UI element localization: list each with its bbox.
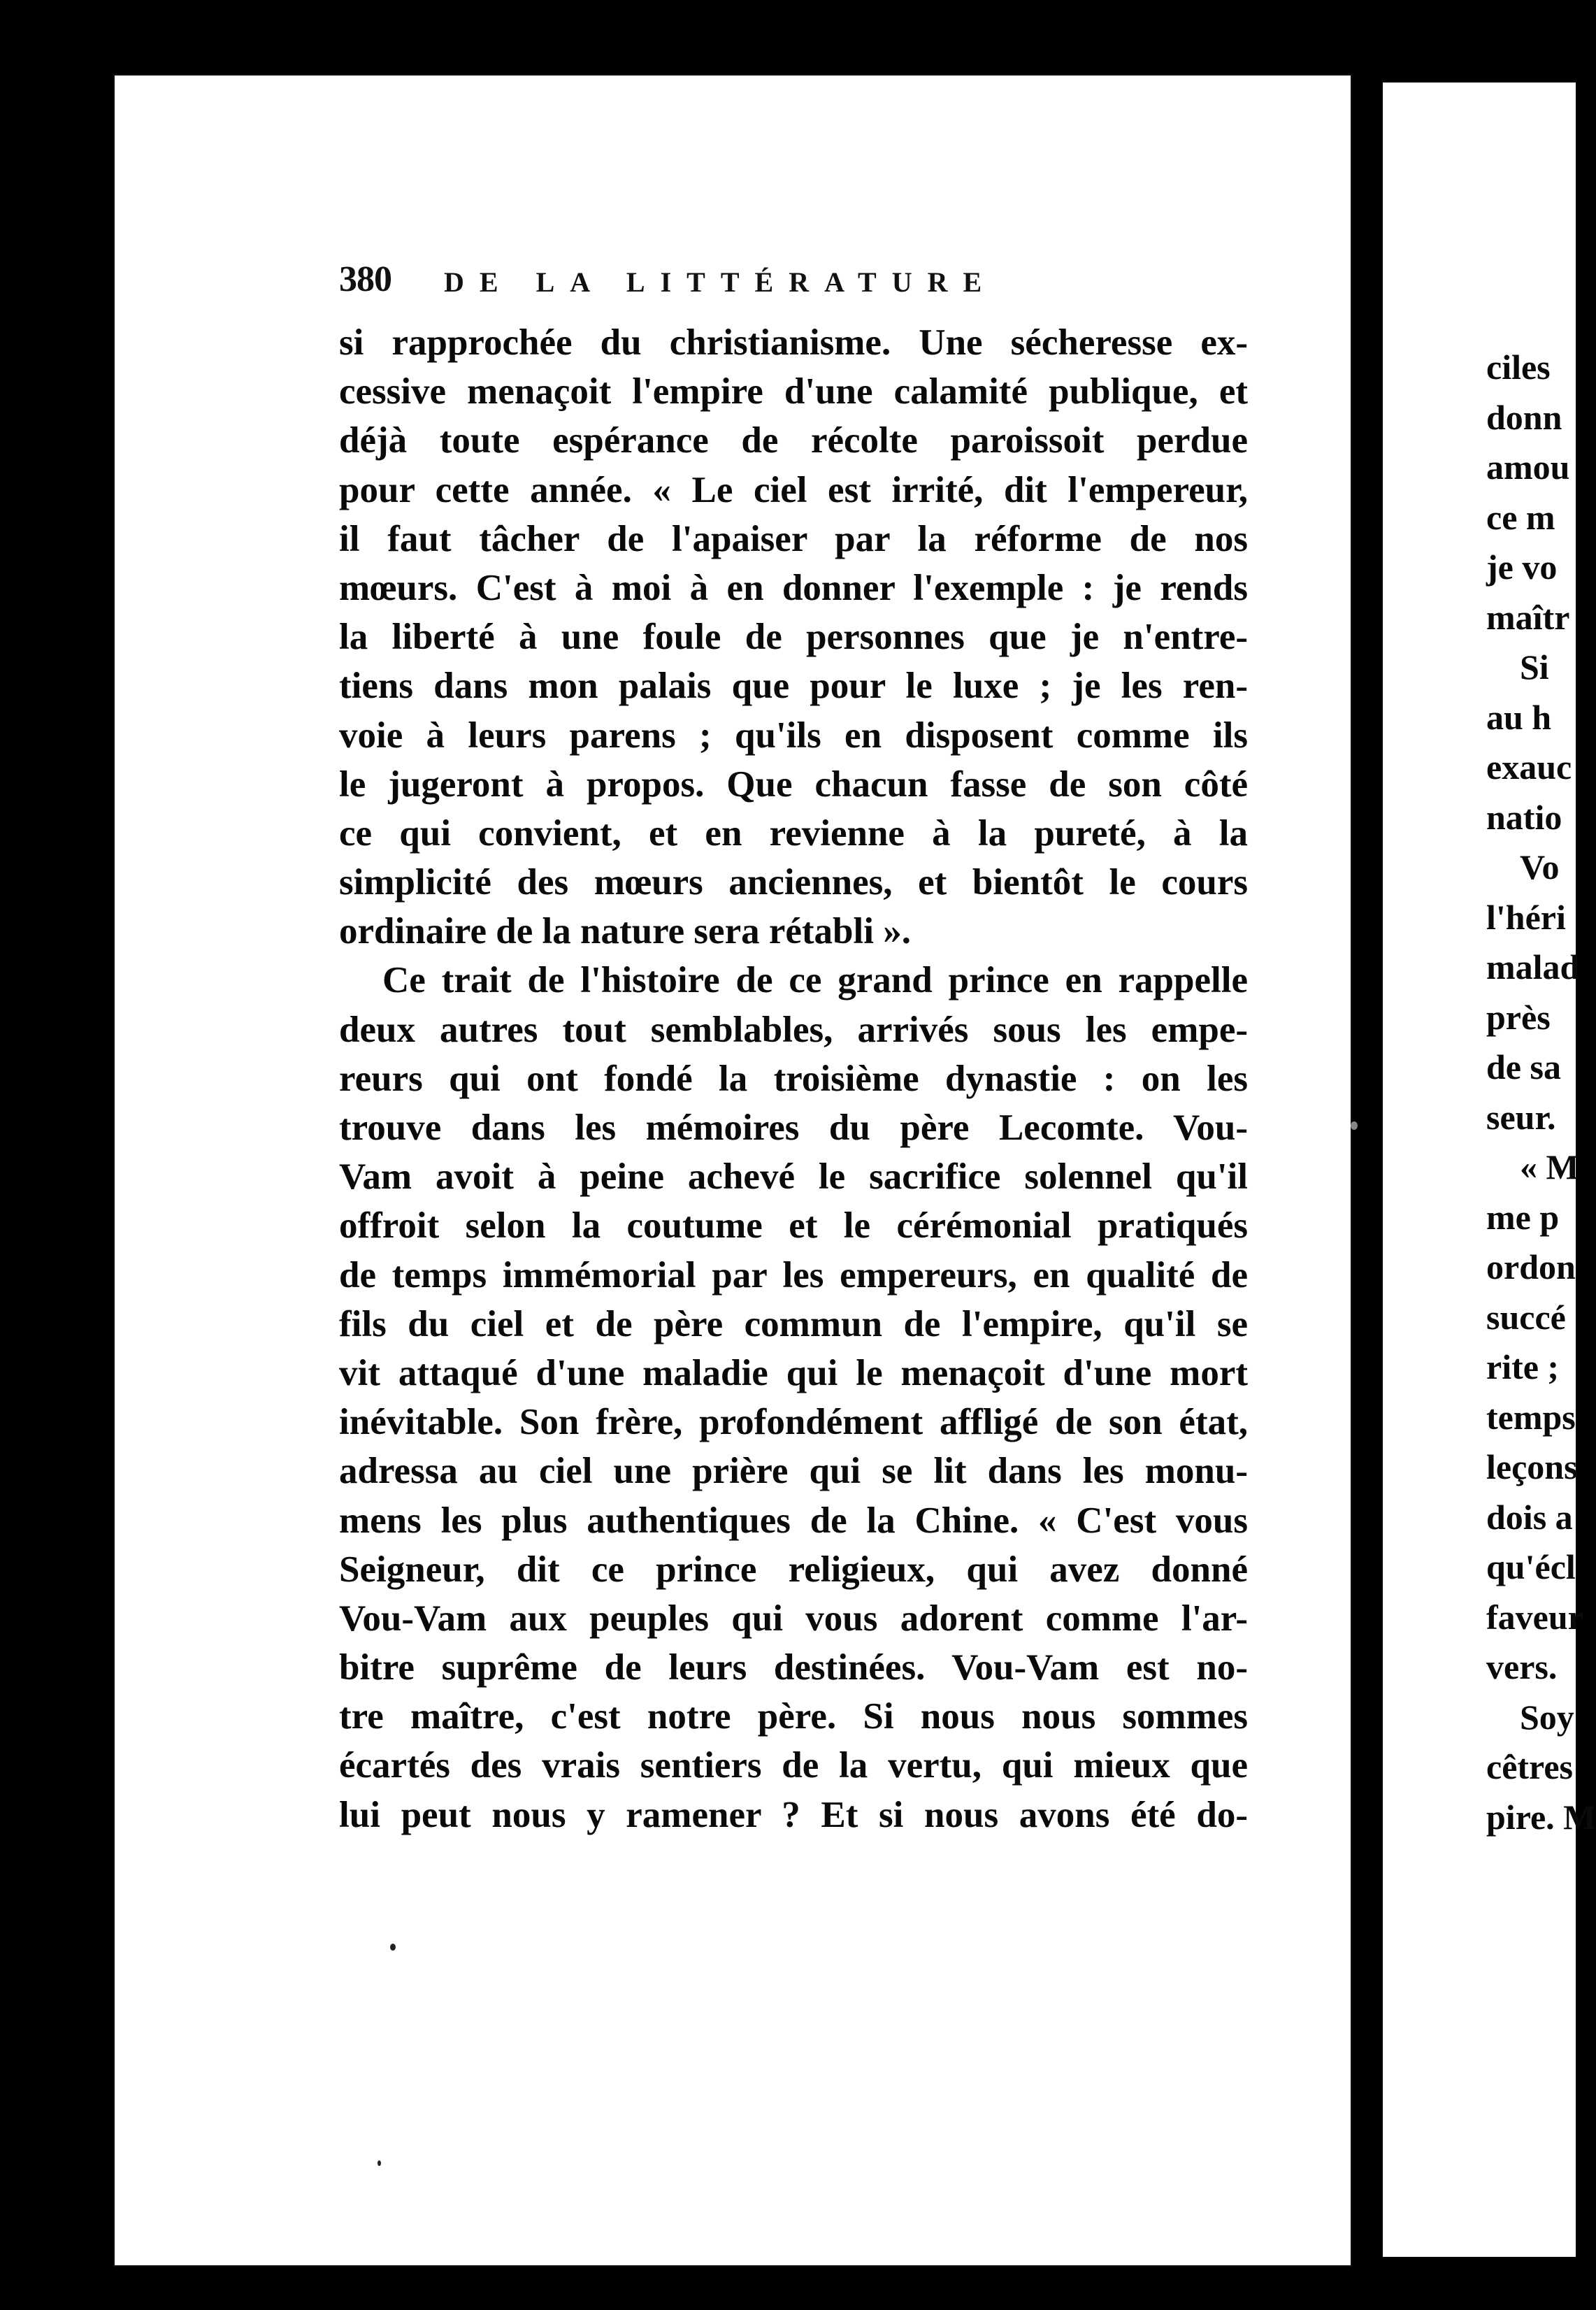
facing-line: maîtr [1486, 597, 1570, 637]
text-line: vit attaqué d'une maladie qui le menaçoit d'une mort [339, 1352, 1248, 1393]
facing-line: vers. [1486, 1647, 1558, 1686]
facing-line: ordon [1486, 1247, 1576, 1286]
text-line: Vam avoit à peine achevé le sacrifice solennel qu'il [339, 1156, 1248, 1198]
text-line: écartés des vrais sentiers de la vertu, qui mieux que [339, 1745, 1248, 1786]
facing-line: qu'écl [1486, 1547, 1576, 1586]
paragraph-end-line: ordinaire de la nature sera rétabli ». [339, 911, 911, 952]
text-line: pour cette année. « Le ciel est irrité, dit l'empereur, [339, 469, 1248, 510]
facing-line: natio [1486, 797, 1562, 837]
facing-line: je vo [1486, 547, 1558, 587]
text-line: adressa au ciel une prière qui se lit dans les monu- [339, 1451, 1248, 1492]
text-line: voie à leurs parens ; qu'ils en disposent comme ils [339, 715, 1248, 756]
facing-line: malad [1486, 947, 1580, 987]
paper-speck [1351, 1121, 1358, 1130]
paper-speck [390, 1944, 396, 1951]
facing-line: succé [1486, 1297, 1566, 1337]
text-line: si rapprochée du christianisme. Une sécheresse ex- [339, 322, 1248, 363]
facing-line: de sa [1486, 1047, 1561, 1086]
text-line: inévitable. Son frère, profondément affligé de son état, [339, 1402, 1248, 1443]
text-line: Vou-Vam aux peuples qui vous adorent comme l'ar- [339, 1598, 1248, 1639]
facing-page-text [1486, 343, 1596, 1842]
text-line: reurs qui ont fondé la troisième dynastie : on les [339, 1058, 1248, 1099]
paragraph-start-line: Ce trait de l'histoire de ce grand prince en rappelle [382, 960, 1248, 1001]
facing-line: au h [1486, 697, 1552, 737]
text-line: mens les plus authentiques de la Chine. « C'est vous [339, 1500, 1248, 1541]
facing-line: ce m [1486, 497, 1555, 537]
text-line: offroit selon la coutume et le cérémonial pratiqués [339, 1205, 1248, 1247]
facing-line: l'héri [1486, 897, 1566, 937]
text-line: mœurs. C'est à moi à en donner l'exemple : je rends [339, 567, 1248, 608]
text-line: simplicité des mœurs anciennes, et bientôt le cours [339, 862, 1248, 903]
facing-line: Soy [1520, 1697, 1574, 1737]
facing-line: rite ; [1486, 1347, 1560, 1386]
book-gutter [1352, 74, 1383, 2269]
text-line: le jugeront à propos. Que chacun fasse de son côté [339, 763, 1248, 805]
facing-line: donn [1486, 397, 1562, 437]
text-line: tre maître, c'est notre père. Si nous nous sommes [339, 1696, 1248, 1737]
text-line: lui peut nous y ramener ? Et si nous avons été do- [339, 1794, 1248, 1835]
facing-line: « M [1520, 1147, 1579, 1186]
facing-line: temps [1486, 1397, 1576, 1437]
body-text [339, 318, 1248, 1839]
running-title: DE LA LITTÉRATURE [444, 266, 998, 298]
facing-line: cêtres [1486, 1747, 1573, 1786]
running-header [339, 259, 1248, 308]
text-line: ce qui convient, et en revienne à la pureté, à la [339, 812, 1248, 854]
text-line: Seigneur, dit ce prince religieux, qui avez donné [339, 1549, 1248, 1590]
facing-line: leçons [1486, 1447, 1578, 1486]
text-line: il faut tâcher de l'apaiser par la réforme de nos [339, 518, 1248, 559]
text-line: trouve dans les mémoires du père Lecomte. Vou- [339, 1107, 1248, 1148]
facing-line: ciles [1486, 347, 1551, 387]
paper-speck [378, 2160, 381, 2166]
text-line: de temps immémorial par les empereurs, en qualité de [339, 1254, 1248, 1296]
facing-line: seur. [1486, 1097, 1556, 1137]
facing-line: Vo [1520, 847, 1560, 887]
facing-line: dois a [1486, 1497, 1573, 1537]
text-line: bitre suprême de leurs destinées. Vou-Vam est no- [339, 1647, 1248, 1688]
facing-line: amou [1486, 447, 1570, 487]
text-line: fils du ciel et de père commun de l'empire, qu'il se [339, 1303, 1248, 1344]
facing-line: près [1486, 997, 1551, 1037]
page-number: 380 [339, 259, 391, 299]
facing-line: Si [1520, 647, 1549, 687]
facing-line: me p [1486, 1197, 1560, 1237]
facing-line: faveur [1486, 1597, 1583, 1637]
facing-line: pire. M [1486, 1797, 1596, 1837]
text-line: la liberté à une foule de personnes que je n'entre- [339, 617, 1248, 658]
facing-line: exauc [1486, 747, 1572, 787]
text-line: tiens dans mon palais que pour le luxe ; je les ren- [339, 666, 1248, 707]
text-line: cessive menaçoit l'empire d'une calamité publique, et [339, 371, 1248, 412]
text-line: deux autres tout semblables, arrivés sous les empe- [339, 1009, 1248, 1050]
text-line: déjà toute espérance de récolte paroissoit perdue [339, 420, 1248, 461]
